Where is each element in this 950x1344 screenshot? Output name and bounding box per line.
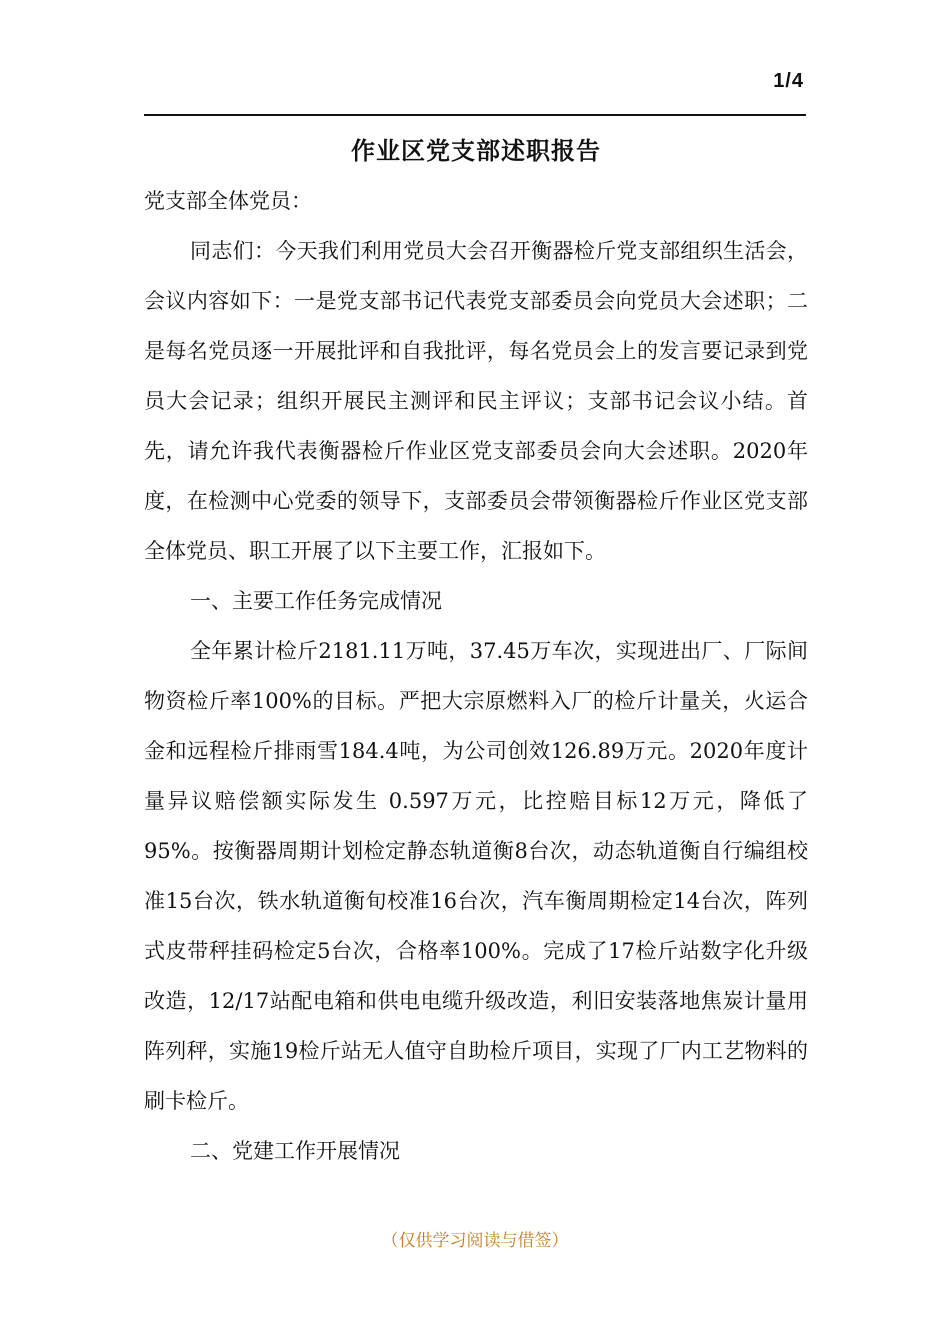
header-rule [144, 114, 806, 116]
section-heading-2: 二、党建工作开展情况 [190, 1139, 400, 1163]
document-title: 作业区党支部述职报告 [351, 136, 601, 165]
document-body [144, 126, 808, 1176]
section-heading-1: 一、主要工作任务完成情况 [190, 589, 442, 613]
page-number: 1/4 [773, 70, 804, 92]
paragraph-intro: 同志们：今天我们利用党员大会召开衡器检斤党支部组织生活会，会议内容如下：一是党支部书记代表党支部委员会向党员大会述职；二是每名党员逐一开展批评和自我批评，每名党员会上的发言要记录到党员大会记录；组织开展民主测评和民主评议；支部书记会议小结。首先，请允许我代表衡器检斤作业区党支部委员会向大会述职。2020年度，在检测中心党委的领导下，支部委员会带领衡器检斤作业区党支部全体党员、职工开展了以下主要工作，汇报如下。 [144, 239, 808, 563]
salutation: 党支部全体党员： [144, 189, 312, 213]
footer-note: （仅供学习阅读与借签） [381, 1231, 569, 1251]
paragraph-work-results: 全年累计检斤2181.11万吨，37.45万车次，实现进出厂、厂际间物资检斤率100%的目标。严把大宗原燃料入厂的检斤计量关，火运合金和远程检斤排雨雪184.4吨，为公司创效126.89万元。2020年度计量异议赔偿额实际发生 0.597万元，比控赔目标12万元，降低了95%。按衡器周期计划检定静态轨道衡8台次，动态轨道衡自行编组校准15台次，铁水轨道衡旬校准16台次，汽车衡周期检定14台次，阵列式皮带秤挂码检定5台次，合格率100%。完成了17检斤站数字化升级改造，12/17站配电箱和供电电缆升级改造，利旧安装落地焦炭计量用阵列秤，实施19检斤站无人值守自助检斤项目，实现了厂内工艺物料的刷卡检斤。 [144, 639, 808, 1113]
